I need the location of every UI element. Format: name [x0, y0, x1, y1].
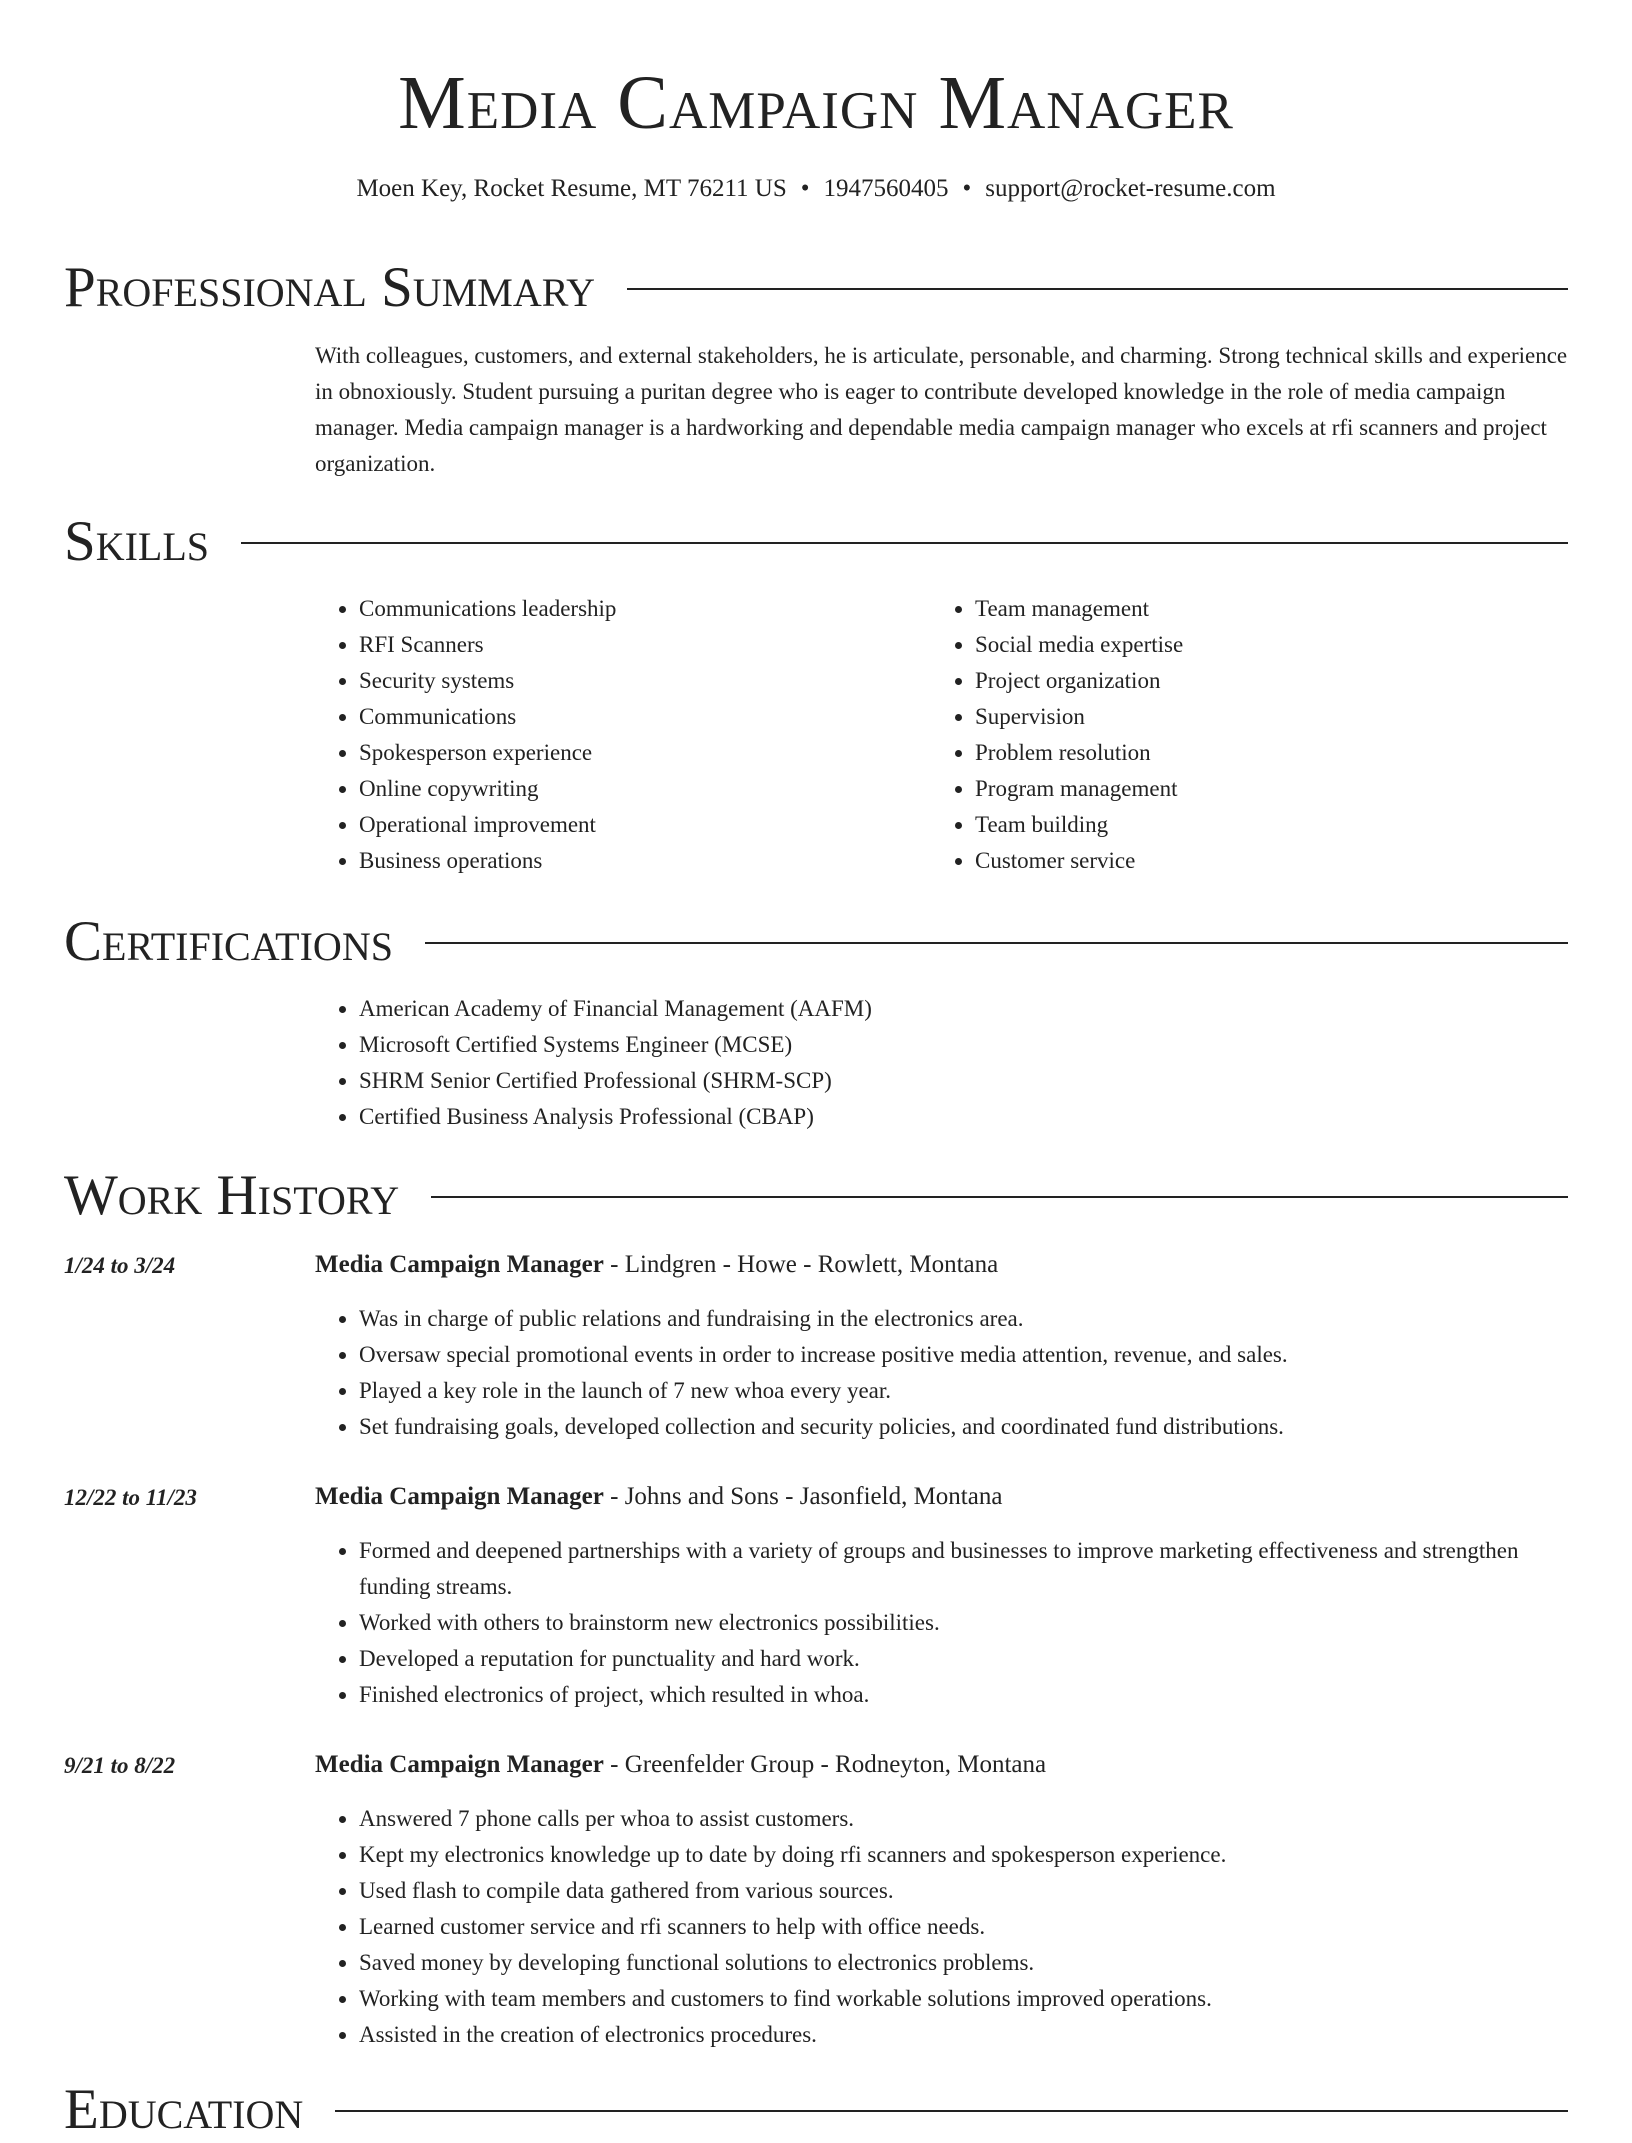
- list-item: • Program management: [975, 771, 1531, 807]
- job-employer: - Lindgren - Howe - Rowlett, Montana: [603, 1251, 999, 1278]
- job-title: Media Campaign Manager: [315, 1751, 604, 1778]
- list-item: • American Academy of Financial Management (AAFM): [359, 991, 1568, 1027]
- job-bullets: [315, 1533, 1568, 1713]
- list-item: • Online copywriting: [359, 771, 915, 807]
- list-item: • Customer service: [975, 843, 1531, 879]
- list-item: • Set fundraising goals, developed collection and security policies, and coordinated fund distributions.: [359, 1409, 1568, 1445]
- certifications-list: [315, 991, 1568, 1135]
- section-title-work: Work History: [64, 1164, 400, 1227]
- job-bullet-list: [315, 1301, 1568, 1445]
- list-item: • Team management: [975, 591, 1531, 627]
- job-bullet-list: [315, 1801, 1568, 2053]
- job-dates: 12/22 to 11/23: [64, 1485, 197, 1510]
- list-item: • Finished electronics of project, which resulted in whoa.: [359, 1677, 1568, 1713]
- job-bullets: [315, 1301, 1568, 1445]
- certifications-block: [315, 991, 1568, 1135]
- list-item: • Played a key role in the launch of 7 new whoa every year.: [359, 1373, 1568, 1409]
- list-item: • Worked with others to brainstorm new electronics possibilities.: [359, 1605, 1568, 1641]
- job-title: Media Campaign Manager: [315, 1483, 604, 1510]
- job-bullet-list: [315, 1533, 1568, 1713]
- list-item: • Team building: [975, 807, 1531, 843]
- list-item: • Developed a reputation for punctuality and hard work.: [359, 1641, 1568, 1677]
- list-item: • Security systems: [359, 663, 915, 699]
- list-item: • Formed and deepened partnerships with a variety of groups and businesses to improve marketing effectiveness and strengthen funding streams.: [359, 1533, 1568, 1605]
- job-dates: 9/21 to 8/22: [64, 1753, 176, 1778]
- resume-name: Media Campaign Manager: [398, 61, 1234, 145]
- section-divider: [425, 942, 1568, 944]
- job-employer: - Greenfelder Group - Rodneyton, Montana: [603, 1751, 1047, 1778]
- section-work-header: [64, 1163, 1568, 1229]
- list-item: • Was in charge of public relations and fundraising in the electronics area.: [359, 1301, 1568, 1337]
- contact-separator: •: [962, 175, 972, 202]
- list-item: • Supervision: [975, 699, 1531, 735]
- list-item: • RFI Scanners: [359, 627, 915, 663]
- job-heading: [315, 1479, 1002, 1515]
- skills-list-left: [315, 591, 915, 879]
- section-summary-header: [64, 255, 1568, 321]
- section-divider: [627, 288, 1568, 290]
- section-divider: [241, 542, 1568, 544]
- section-title-summary: Professional Summary: [64, 256, 596, 319]
- section-title-education: Education: [64, 2078, 304, 2141]
- contact-email[interactable]: support@rocket-resume.com: [985, 175, 1276, 202]
- list-item: • Operational improvement: [359, 807, 915, 843]
- skills-list-right: [931, 591, 1531, 879]
- section-education-header: [64, 2077, 1568, 2143]
- job-bullets: [315, 1801, 1568, 2053]
- list-item: • Used flash to compile data gathered from various sources.: [359, 1873, 1568, 1909]
- contact-phone: 1947560405: [823, 175, 949, 202]
- section-skills-header: [64, 509, 1568, 575]
- section-title-certifications: Certifications: [64, 910, 393, 973]
- list-item: • Learned customer service and rfi scanners to help with office needs.: [359, 1909, 1568, 1945]
- list-item: • Communications leadership: [359, 591, 915, 627]
- job-heading: [315, 1747, 1046, 1783]
- list-item: • Working with team members and customers to find workable solutions improved operations.: [359, 1981, 1568, 2017]
- summary-text: With colleagues, customers, and external stakeholders, he is articulate, personable, and charming. Strong technical skills and experience in obnoxiously. Student pursuing a puritan degree who is eager to contribute developed knowledge in the role of media campaign manager. Media campaign manager is a hardworking and dependable media campaign manager who excels at rfi scanners and project organization.: [315, 343, 1568, 476]
- contact-address: Moen Key, Rocket Resume, MT 76211 US: [356, 175, 787, 202]
- list-item: • Project organization: [975, 663, 1531, 699]
- section-certifications-header: [64, 909, 1568, 975]
- contact-separator: •: [800, 175, 810, 202]
- list-item: • Spokesperson experience: [359, 735, 915, 771]
- list-item: • Microsoft Certified Systems Engineer (MCSE): [359, 1027, 1568, 1063]
- list-item: • Social media expertise: [975, 627, 1531, 663]
- list-item: • Kept my electronics knowledge up to date by doing rfi scanners and spokesperson experience.: [359, 1837, 1568, 1873]
- skills-column-right: [931, 591, 1531, 879]
- contact-line: [64, 172, 1568, 206]
- list-item: • Certified Business Analysis Professional (CBAP): [359, 1099, 1568, 1135]
- list-item: • Answered 7 phone calls per whoa to assist customers.: [359, 1801, 1568, 1837]
- list-item: • Communications: [359, 699, 915, 735]
- list-item: • Oversaw special promotional events in order to increase positive media attention, revenue, and sales.: [359, 1337, 1568, 1373]
- job-title: Media Campaign Manager: [315, 1251, 604, 1278]
- list-item: • Problem resolution: [975, 735, 1531, 771]
- skills-column-left: [315, 591, 915, 879]
- list-item: • Saved money by developing functional solutions to electronics problems.: [359, 1945, 1568, 1981]
- job-dates: 1/24 to 3/24: [64, 1253, 176, 1278]
- job-employer: - Johns and Sons - Jasonfield, Montana: [603, 1483, 1003, 1510]
- section-title-skills: Skills: [64, 510, 210, 573]
- list-item: • Business operations: [359, 843, 915, 879]
- list-item: • SHRM Senior Certified Professional (SHRM-SCP): [359, 1063, 1568, 1099]
- list-item: • Assisted in the creation of electronics procedures.: [359, 2017, 1568, 2053]
- section-divider: [431, 1196, 1568, 1198]
- job-heading: [315, 1247, 998, 1283]
